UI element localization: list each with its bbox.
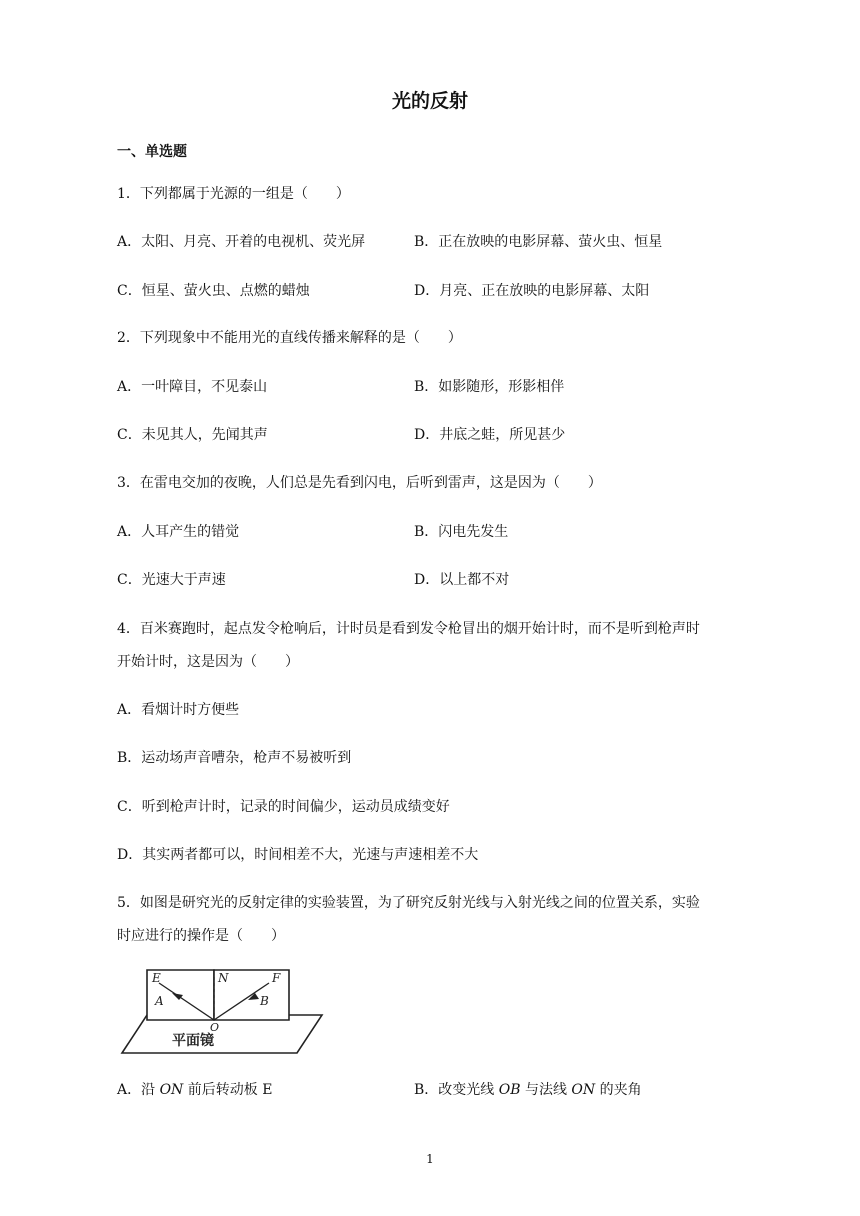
q5b-mid: 与法线 [520, 1082, 572, 1098]
q5b-prefix: B．改变光线 [414, 1082, 499, 1098]
question-3-option-b: B．闪电先发生 [414, 524, 509, 540]
question-3-option-c: C．光速大于声速 [117, 572, 226, 588]
question-1-option-d: D．月亮、正在放映的电影屏幕、太阳 [414, 283, 650, 299]
label-f: F [272, 971, 281, 985]
question-2-option-d: D．井底之蛙，所见甚少 [414, 427, 566, 443]
question-5-option-b [414, 1080, 642, 1100]
label-b: B [260, 994, 269, 1008]
q5a-prefix: A．沿 [117, 1082, 160, 1098]
question-3-option-d: D．以上都不对 [414, 572, 510, 588]
q5b-italic-1: OB [498, 1082, 521, 1098]
question-2-option-b: B．如影随形，形影相伴 [414, 379, 565, 395]
section-heading: 一、单选题 [117, 144, 187, 160]
question-4-option-c: C．听到枪声计时，记录的时间偏少，运动员成绩变好 [117, 799, 450, 815]
q5a-suffix: 前后转动板 E [183, 1082, 273, 1098]
q5a-italic: ON [159, 1082, 184, 1098]
page-title: 光的反射 [391, 90, 468, 112]
label-o: O [210, 1021, 220, 1034]
label-n: N [218, 971, 229, 985]
question-5-option-a [117, 1080, 272, 1100]
question-5-stem-line-1: 5．如图是研究光的反射定律的实验装置，为了研究反射光线与入射光线之间的位置关系，实验 [117, 895, 700, 911]
question-3-option-a: A．人耳产生的错觉 [117, 524, 240, 540]
question-3-stem: 3．在雷电交加的夜晚，人们总是先看到闪电，后听到雷声，这是因为（ ） [117, 475, 602, 491]
question-2-stem: 2．下列现象中不能用光的直线传播来解释的是（ ） [117, 330, 462, 346]
question-5-stem-line-2: 时应进行的操作是（ ） [117, 928, 285, 944]
question-1-option-a: A．太阳、月亮、开着的电视机、荧光屏 [117, 234, 366, 250]
question-4-option-b: B．运动场声音嘈杂，枪声不易被听到 [117, 750, 352, 766]
question-2-option-a: A．一叶障目，不见泰山 [117, 379, 268, 395]
question-2-option-c: C．未见其人，先闻其声 [117, 427, 268, 443]
question-4-stem-line-1: 4．百米赛跑时，起点发令枪响后，计时员是看到发令枪冒出的烟开始计时，而不是听到枪声时 [117, 621, 700, 637]
page-number: 1 [426, 1152, 434, 1166]
q5b-italic-2: ON [571, 1082, 596, 1098]
question-1-stem: 1．下列都属于光源的一组是（ ） [117, 186, 350, 202]
question-1-option-b: B．正在放映的电影屏幕、萤火虫、恒星 [414, 234, 663, 250]
label-e: E [152, 971, 161, 985]
question-4-stem-line-2: 开始计时，这是因为（ ） [117, 654, 299, 670]
question-4-option-a: A．看烟计时方便些 [117, 702, 240, 718]
question-4-option-d: D．其实两者都可以，时间相差不大，光速与声速相差不大 [117, 847, 479, 863]
q5b-suffix: 的夹角 [595, 1082, 642, 1098]
label-a: A [155, 994, 164, 1008]
reflection-apparatus-figure [117, 965, 327, 1060]
question-1-option-c: C．恒星、萤火虫、点燃的蜡烛 [117, 283, 310, 299]
mirror-label: 平面镜 [172, 1033, 214, 1049]
